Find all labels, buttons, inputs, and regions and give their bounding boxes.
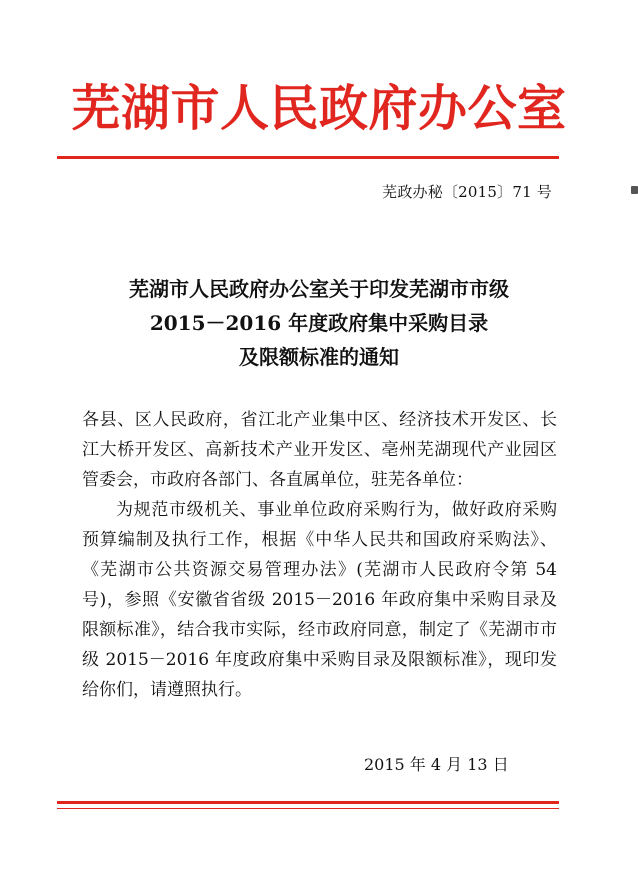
document-body	[82, 405, 557, 705]
footer-red-rule	[57, 801, 559, 804]
addressee-paragraph: 各县、区人民政府，省江北产业集中区、经济技术开发区、长江大桥开发区、高新技术产业开发区、亳州芜湖现代产业园区管委会，市政府各部门、各直属单位，驻芜各单位：	[82, 410, 557, 490]
document-number: 芜政办秘〔2015〕71 号	[382, 183, 552, 201]
issue-date: 2015 年 4 月 13 日	[364, 755, 509, 774]
scan-edge-mark	[631, 186, 638, 194]
document-title	[0, 272, 638, 374]
header-red-rule	[57, 156, 559, 159]
title-line-2: 2015－2016 年度政府集中采购目录	[149, 311, 489, 335]
footer-red-thin-rule	[57, 808, 559, 809]
issuing-authority-header: 芜湖市人民政府办公室	[71, 79, 567, 137]
title-line-1: 芜湖市人民政府办公室关于印发芜湖市市级	[129, 277, 509, 301]
title-line-3: 及限额标准的通知	[239, 345, 399, 369]
main-paragraph: 为规范市级机关、事业单位政府采购行为，做好政府采购预算编制及执行工作，根据《中华人民共和国政府采购法》、《芜湖市公共资源交易管理办法》(芜湖市人民政府令第 54 号)，参照《安徽省省级 2015－2016 年政府集中采购目录及限额标准》，结合我市实际，经市政府同意，制定了《芜湖市市级 2015－2016 年度政府集中采购目录及限额标准》，现印发给你们，请遵照执行。	[82, 500, 557, 700]
